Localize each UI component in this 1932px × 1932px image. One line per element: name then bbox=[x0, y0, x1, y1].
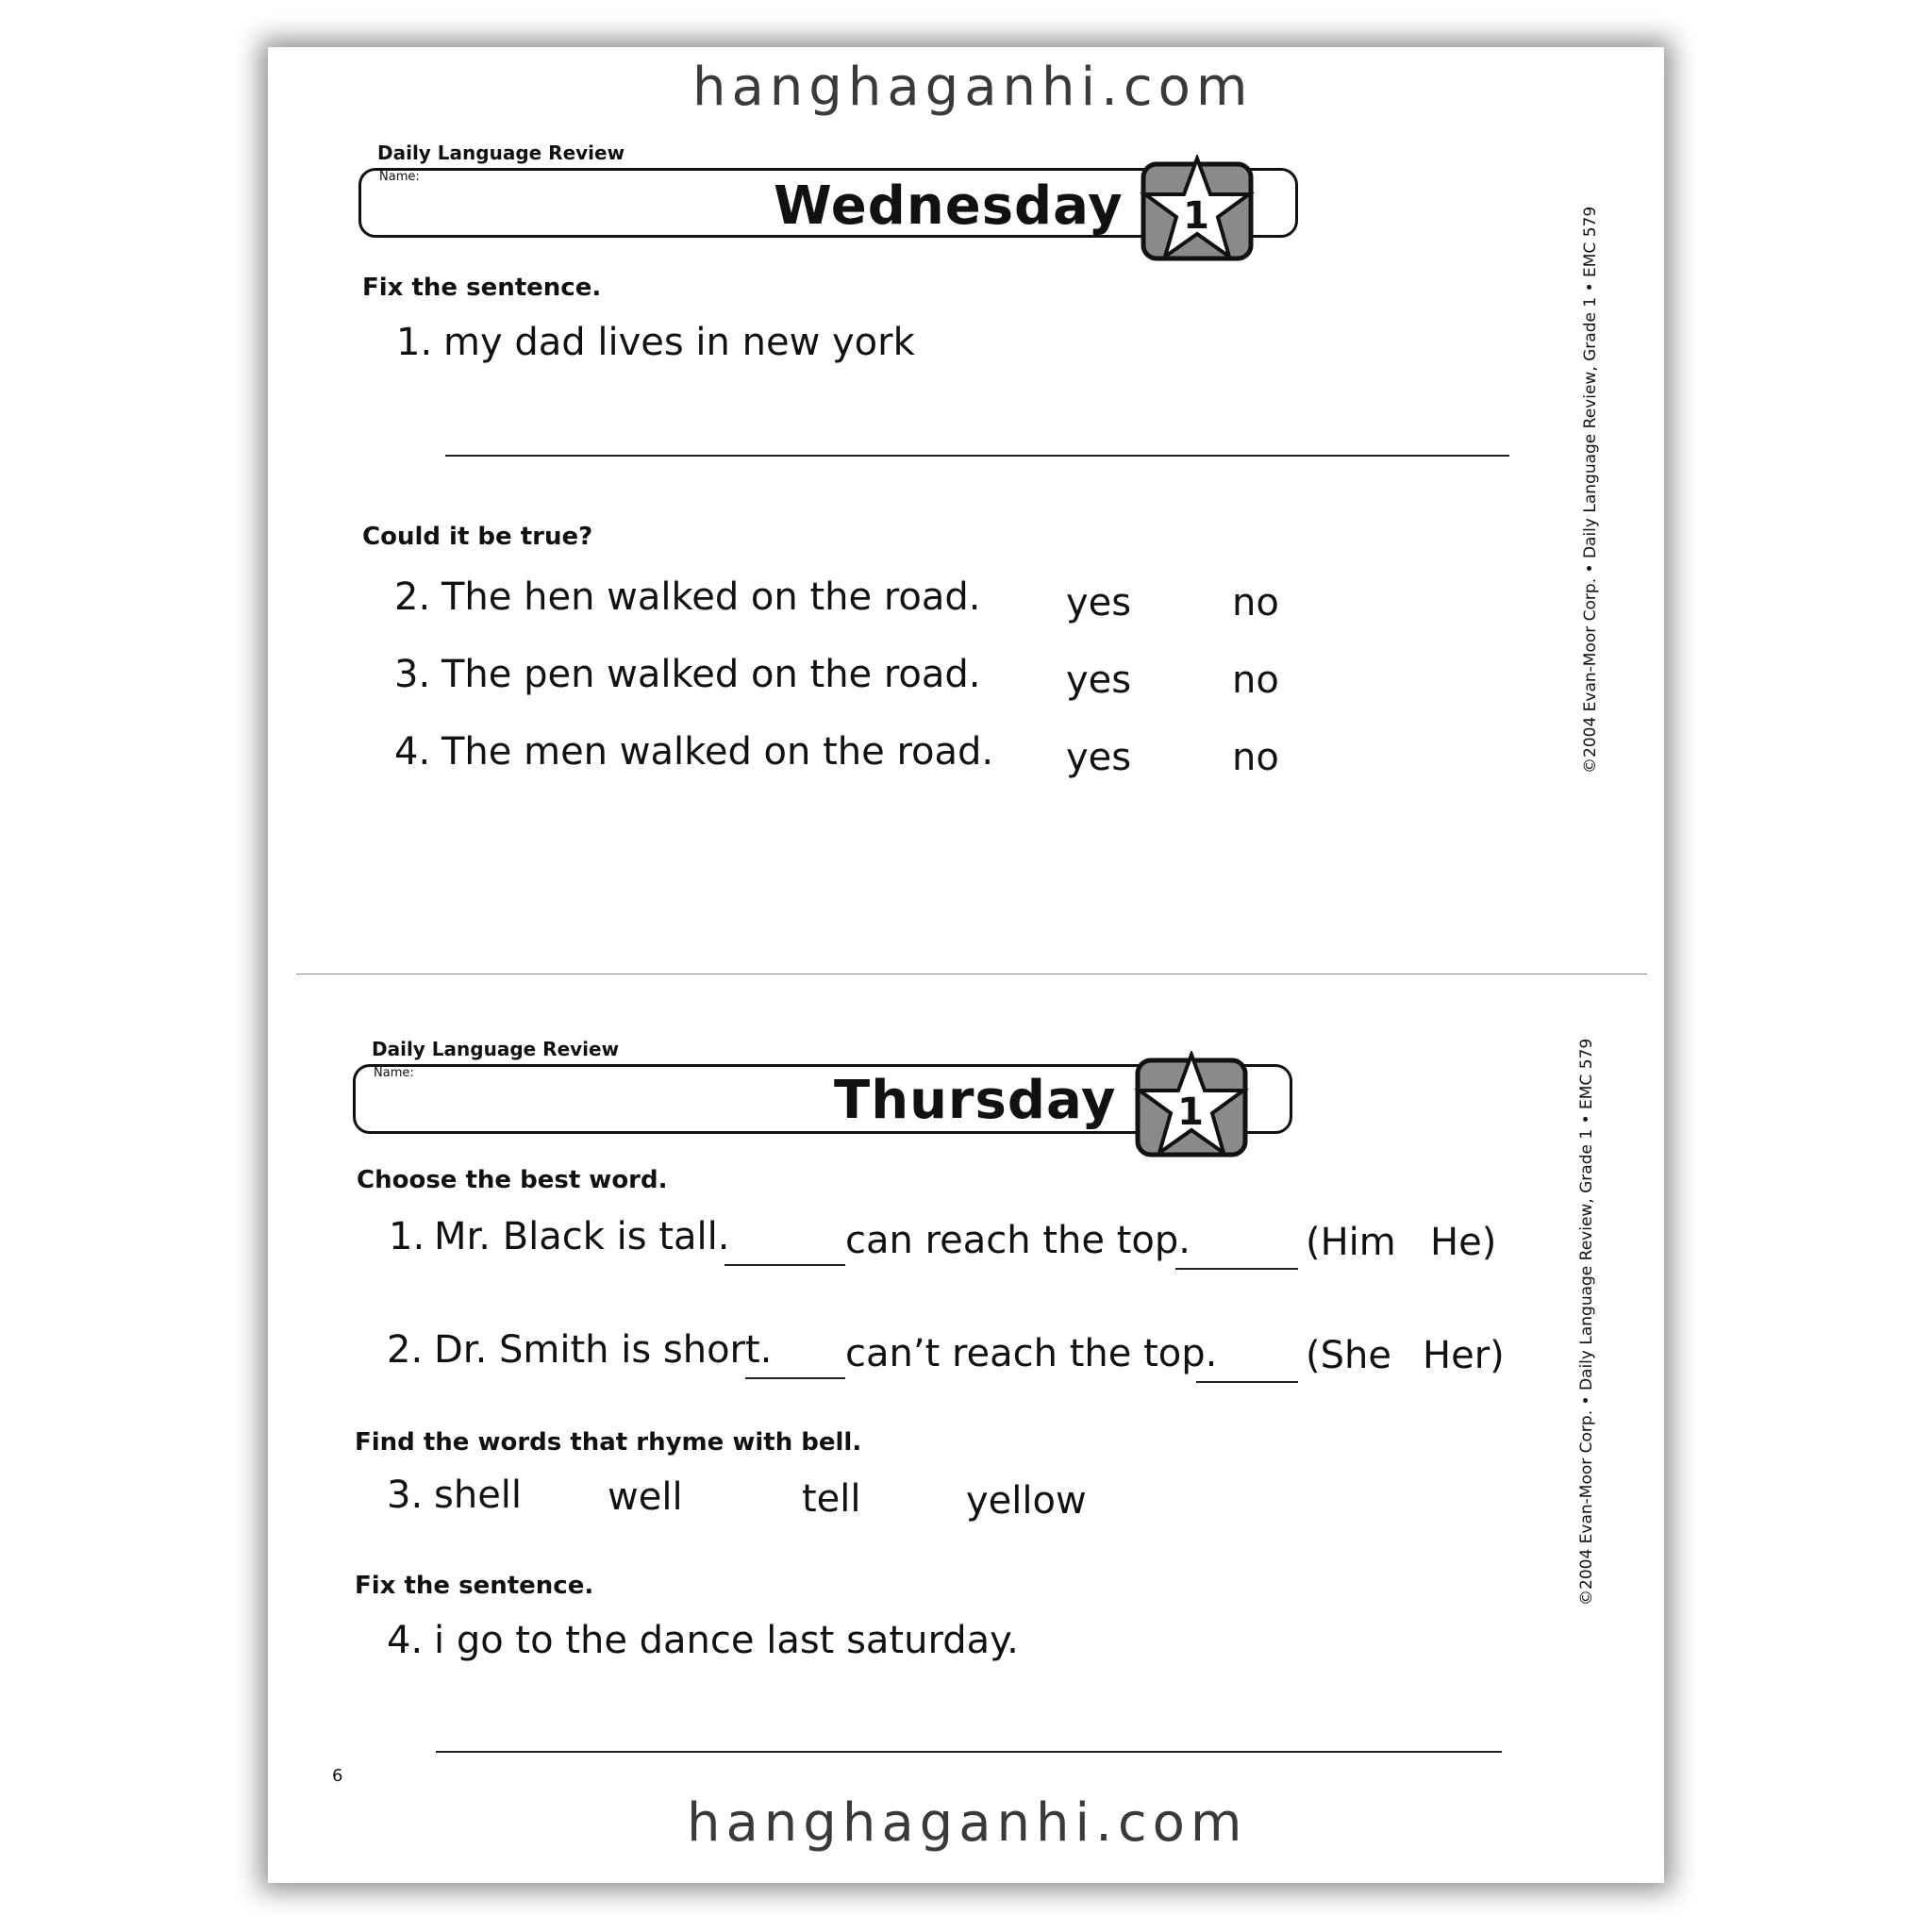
choice-option[interactable]: He) bbox=[1430, 1221, 1497, 1264]
item-number: 1. bbox=[389, 1215, 425, 1258]
item-number: 4. bbox=[394, 730, 431, 774]
rhyme-word-option[interactable]: well bbox=[608, 1475, 683, 1519]
item-text: i go to the dance last saturday. bbox=[434, 1619, 1019, 1662]
choice-option[interactable]: (Him bbox=[1306, 1221, 1396, 1264]
instruction-could-it-be-true: Could it be true? bbox=[362, 523, 593, 551]
name-label: Name: bbox=[379, 170, 420, 184]
item-text: can reach the top. bbox=[845, 1219, 1191, 1262]
item-number: 4. bbox=[387, 1619, 424, 1662]
rhyme-word-option[interactable]: tell bbox=[802, 1477, 861, 1521]
item-text: my dad lives in new york bbox=[443, 321, 915, 364]
item-number: 3. bbox=[387, 1474, 424, 1517]
star-icon bbox=[1138, 155, 1257, 266]
watermark-bottom: hanghaganhi.com bbox=[687, 1792, 1248, 1854]
blank-line[interactable] bbox=[724, 1264, 845, 1266]
item-number: 1. bbox=[396, 321, 433, 364]
item-text: The hen walked on the road. bbox=[441, 575, 981, 619]
copyright-note: ©2004 Evan-Moor Corp. • Daily Language Review, Grade 1 • EMC 579 bbox=[1581, 206, 1600, 774]
copyright-note: ©2004 Evan-Moor Corp. • Daily Language Review, Grade 1 • EMC 579 bbox=[1577, 1038, 1596, 1606]
item-text: The pen walked on the road. bbox=[441, 653, 981, 696]
no-option[interactable]: no bbox=[1232, 736, 1279, 779]
name-label: Name: bbox=[374, 1066, 414, 1080]
no-option[interactable]: no bbox=[1232, 581, 1279, 625]
blank-line[interactable] bbox=[745, 1377, 845, 1379]
item-text: can’t reach the top. bbox=[845, 1332, 1218, 1375]
watermark-top: hanghaganhi.com bbox=[692, 57, 1254, 118]
brand-title: Daily Language Review bbox=[372, 1038, 620, 1060]
yes-option[interactable]: yes bbox=[1066, 581, 1132, 625]
item-number: 2. bbox=[394, 575, 431, 619]
week-number: 1 bbox=[1177, 1091, 1204, 1134]
blank-line[interactable] bbox=[1175, 1268, 1298, 1270]
week-number: 1 bbox=[1183, 194, 1209, 238]
instruction-choose-word: Choose the best word. bbox=[357, 1166, 668, 1194]
yes-option[interactable]: yes bbox=[1066, 736, 1132, 779]
day-title: Thursday bbox=[834, 1070, 1117, 1131]
instruction-fix-sentence: Fix the sentence. bbox=[355, 1572, 594, 1600]
week-badge bbox=[1132, 1051, 1251, 1162]
no-option[interactable]: no bbox=[1232, 658, 1279, 702]
day-title: Wednesday bbox=[774, 175, 1124, 237]
item-text: Mr. Black is tall. bbox=[434, 1215, 730, 1258]
answer-line[interactable] bbox=[436, 1751, 1502, 1753]
instruction-rhyme: Find the words that rhyme with bell. bbox=[355, 1428, 862, 1457]
page-number: 6 bbox=[332, 1766, 343, 1786]
worksheet-page bbox=[268, 47, 1664, 1883]
answer-line[interactable] bbox=[445, 455, 1509, 457]
rhyme-word-option[interactable]: yellow bbox=[966, 1479, 1087, 1523]
week-badge bbox=[1138, 155, 1257, 266]
star-icon bbox=[1132, 1051, 1251, 1162]
choice-option[interactable]: Her) bbox=[1423, 1334, 1505, 1377]
yes-option[interactable]: yes bbox=[1066, 658, 1132, 702]
item-text: The men walked on the road. bbox=[441, 730, 994, 774]
item-text: Dr. Smith is short. bbox=[434, 1328, 773, 1372]
blank-line[interactable] bbox=[1196, 1381, 1298, 1383]
choice-option[interactable]: (She bbox=[1306, 1334, 1391, 1377]
item-number: 3. bbox=[394, 653, 431, 696]
rhyme-word-option[interactable]: shell bbox=[434, 1474, 523, 1517]
instruction-fix-sentence: Fix the sentence. bbox=[362, 274, 602, 302]
item-number: 2. bbox=[387, 1328, 424, 1372]
brand-title: Daily Language Review bbox=[377, 142, 625, 164]
